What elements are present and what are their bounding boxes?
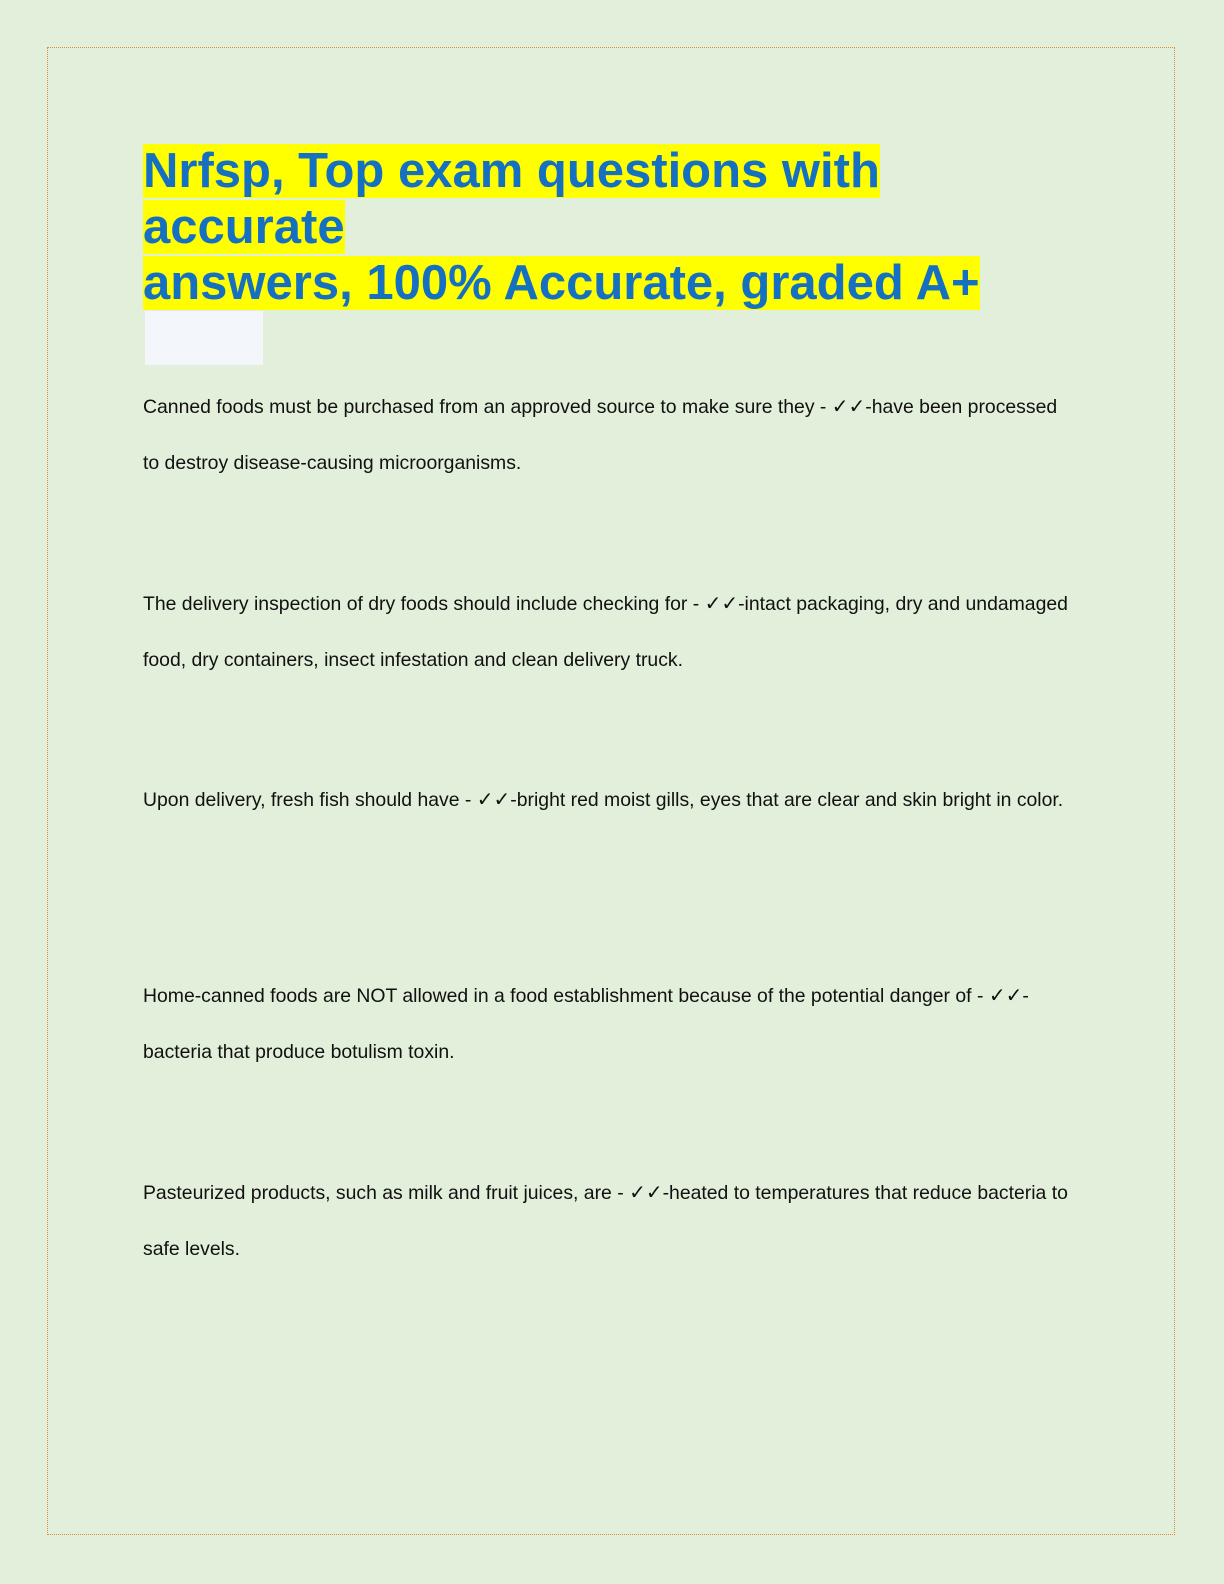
title-line-2: answers, 100% Accurate, graded A+: [143, 256, 980, 310]
answer-text: -heated to temperatures that reduce bacteria to safe levels.: [143, 1182, 1068, 1260]
check-icon: ✓✓: [988, 983, 1023, 1007]
check-icon: ✓✓: [704, 591, 739, 615]
qa-item-4: [143, 967, 1073, 1080]
qa-item-5: [143, 1164, 1073, 1277]
check-icon: ✓✓: [831, 394, 866, 418]
document-title: [143, 143, 1083, 367]
answer-text: -intact packaging, dry and undamaged food, dry containers, insect infestation and clean delivery truck.: [143, 593, 1068, 671]
answer-text: - bacteria that produce botulism toxin.: [143, 985, 1029, 1063]
qa-item-2: [143, 575, 1073, 688]
question-text: Pasteurized products, such as milk and fruit juices, are -: [143, 1182, 630, 1204]
question-text: Upon delivery, fresh fish should have -: [143, 789, 477, 811]
title-line-1: Nrfsp, Top exam questions with accurate: [143, 144, 880, 254]
question-text: Home-canned foods are NOT allowed in a food establishment because of the potential danger of -: [143, 985, 989, 1007]
qa-item-1: [143, 378, 1073, 491]
qa-item-3: [143, 771, 1073, 828]
answer-text: -bright red moist gills, eyes that are clear and skin bright in color.: [510, 789, 1064, 811]
title-tail-block: [145, 311, 263, 365]
check-icon: ✓✓: [629, 1180, 663, 1204]
question-text: The delivery inspection of dry foods should include checking for -: [143, 593, 705, 615]
check-icon: ✓✓: [476, 787, 511, 811]
question-text: Canned foods must be purchased from an approved source to make sure they -: [143, 396, 832, 418]
answer-text: -have been processed to destroy disease-causing microorganisms.: [143, 396, 1058, 474]
